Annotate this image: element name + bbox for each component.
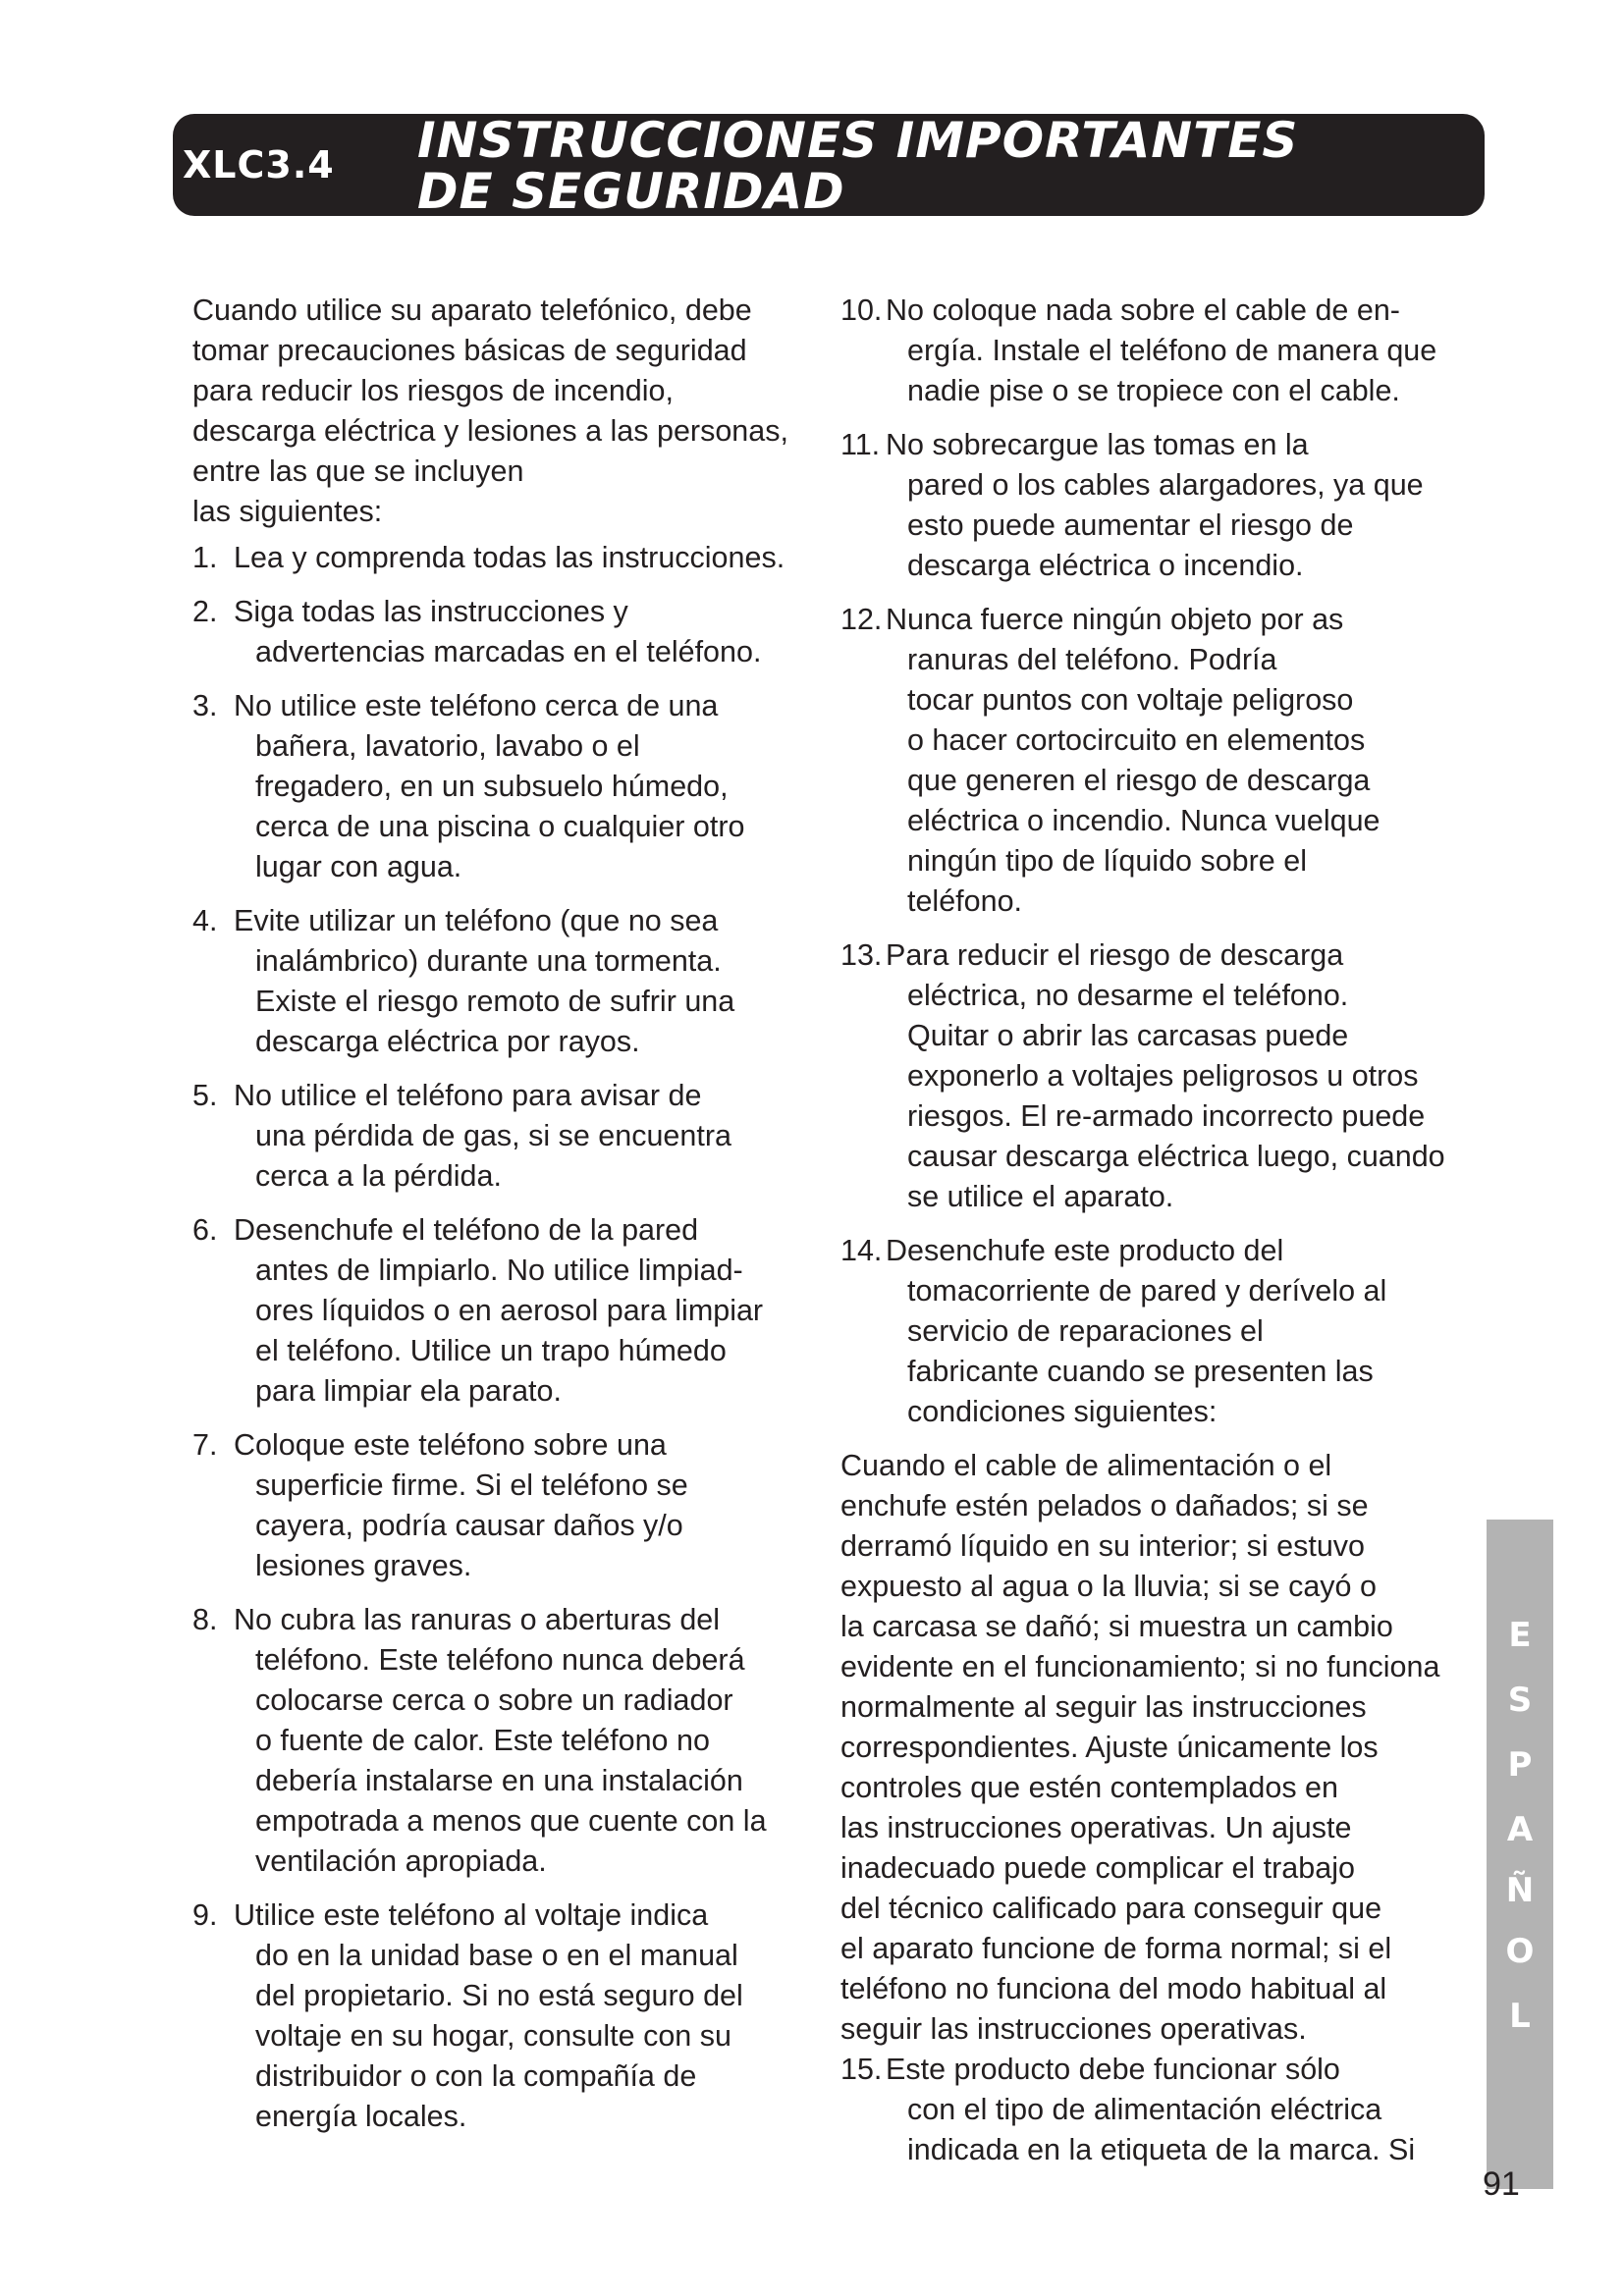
item-number: 6. bbox=[192, 1213, 218, 1247]
left-instruction-list bbox=[192, 538, 801, 2137]
item-number: 3. bbox=[192, 689, 218, 722]
side-tab-letter: E bbox=[1508, 1616, 1532, 1655]
instruction-item bbox=[840, 600, 1469, 922]
item-text: Nunca fuerce ningún objeto por as ranuras del teléfono. Podría tocar puntos con voltaje peligroso o hacer cortocircuito en elementos que generen el riesgo de descarga eléctrica o incendio. Nunca vuelque ningún tipo de líquido sobre el teléfono. bbox=[886, 603, 1380, 918]
side-tab-letter: L bbox=[1509, 1997, 1531, 2036]
item-text: No cubra las ranuras o aberturas del teléfono. Este teléfono nunca deberá colocarse cerca o sobre un radiador o fuente de calor. Este teléfono no debería instalarse en una instalación empotrada a menos que cuente con la ventilación apropiada. bbox=[234, 1603, 767, 1878]
instruction-item bbox=[840, 291, 1469, 411]
item-text: Siga todas las instrucciones y advertencias marcadas en el teléfono. bbox=[234, 595, 762, 668]
instruction-item bbox=[192, 592, 801, 672]
instruction-item bbox=[192, 1425, 801, 1586]
item-text: Este producto debe funcionar sólo con el tipo de alimentación eléctrica indicada en la etiqueta de la marca. Si bbox=[886, 2053, 1416, 2166]
item-number: 10. bbox=[840, 294, 883, 327]
page-title-line-1: INSTRUCCIONES IMPORTANTES bbox=[417, 112, 1299, 169]
left-column bbox=[192, 291, 801, 2151]
side-tab-letter: O bbox=[1505, 1932, 1535, 1971]
item-number: 2. bbox=[192, 595, 218, 628]
side-tab-letter: S bbox=[1507, 1681, 1533, 1720]
instruction-item bbox=[840, 425, 1469, 586]
instruction-item bbox=[192, 1210, 801, 1412]
item-number: 8. bbox=[192, 1603, 218, 1636]
item-text: Utilice este teléfono al voltaje indica do en la unidad base o en el manual del propietario. Si no está seguro del voltaje en su hogar, consulte con su distribuidor o con la compañía de energía locales. bbox=[234, 1898, 743, 2133]
item-number: 5. bbox=[192, 1079, 218, 1112]
intro-paragraph: Cuando utilice su aparato telefónico, debe tomar precauciones básicas de seguridad para reducir los riesgos de incendio, descarga eléctrica y lesiones a las personas, entre las que se incluyen las siguientes: bbox=[192, 294, 788, 528]
item-number: 13. bbox=[840, 938, 883, 972]
side-tab-letter: Ñ bbox=[1505, 1871, 1535, 1910]
item-number: 9. bbox=[192, 1898, 218, 1932]
item-text: Para reducir el riesgo de descarga eléctrica, no desarme el teléfono. Quitar o abrir las carcasas puede exponerlo a voltajes peligrosos u otros riesgos. El re-armado incorrecto puede causar descarga eléctrica luego, cuando se utilice el aparato. bbox=[886, 938, 1445, 1213]
right-column bbox=[840, 291, 1469, 2184]
instruction-item bbox=[192, 538, 801, 578]
conditions-paragraph: Cuando el cable de alimentación o el enchufe estén pelados o dañados; si se derramó líquido en su interior; si estuvo expuesto al agua o la lluvia; si se cayó o la carcasa se dañó; si muestra un cambio evidente en el funcionamiento; si no funciona normalmente al seguir las instrucciones correspondientes. Ajuste únicamente los controles que estén contemplados en las instrucciones operativas. Un ajuste inadecuado puede complicar el trabajo del técnico calificado para conseguir que el aparato funcione de forma normal; si el teléfono no funciona del modo habitual al seguir las instrucciones operativas. bbox=[840, 1449, 1440, 2046]
item-number: 4. bbox=[192, 904, 218, 937]
item-number: 11. bbox=[840, 428, 881, 461]
language-side-tab bbox=[1487, 1520, 1553, 2189]
item-text: Evite utilizar un teléfono (que no sea inalámbrico) durante una tormenta. Existe el riesgo remoto de sufrir una descarga eléctrica por rayos. bbox=[234, 904, 735, 1058]
item-number: 12. bbox=[840, 603, 883, 636]
item-text: No utilice el teléfono para avisar de una pérdida de gas, si se encuentra cerca a la pérdida. bbox=[234, 1079, 731, 1193]
instruction-item bbox=[192, 686, 801, 887]
item-text: Lea y comprenda todas las instrucciones. bbox=[234, 541, 785, 574]
page-title-line-2: DE SEGURIDAD bbox=[417, 163, 845, 220]
instruction-item bbox=[192, 1600, 801, 1882]
instruction-item bbox=[192, 901, 801, 1062]
item-text: Desenchufe este producto del tomacorriente de pared y derívelo al servicio de reparaciones el fabricante cuando se presenten las condiciones siguientes: bbox=[886, 1234, 1387, 1428]
item-text: No sobrecargue las tomas en la pared o los cables alargadores, ya que esto puede aumentar el riesgo de descarga eléctrica o incendio. bbox=[886, 428, 1424, 582]
item-number: 15. bbox=[840, 2053, 883, 2086]
item-text: No utilice este teléfono cerca de una bañera, lavatorio, lavabo o el fregadero, en un subsuelo húmedo, cerca de una piscina o cualquier otro lugar con agua. bbox=[234, 689, 745, 883]
instruction-item bbox=[840, 2050, 1469, 2170]
item-text: Desenchufe el teléfono de la pared antes de limpiarlo. No utilice limpiad- ores líquidos o en aerosol para limpiar el teléfono. Utilice un trapo húmedo para limpiar ela parato. bbox=[234, 1213, 764, 1408]
side-tab-letter: P bbox=[1507, 1745, 1533, 1785]
instruction-item bbox=[840, 1231, 1469, 1432]
item-text: No coloque nada sobre el cable de en- ergía. Instale el teléfono de manera que nadie pise o se tropiece con el cable. bbox=[886, 294, 1437, 407]
instruction-item bbox=[192, 1076, 801, 1197]
page-number: 91 bbox=[1483, 2165, 1520, 2203]
side-tab-letter: A bbox=[1506, 1810, 1534, 1849]
item-number: 1. bbox=[192, 541, 218, 574]
item-number: 14. bbox=[840, 1234, 883, 1267]
model-code: XLC3.4 bbox=[183, 143, 335, 187]
item-text: Coloque este teléfono sobre una superficie firme. Si el teléfono se cayera, podría causar daños y/o lesiones graves. bbox=[234, 1428, 688, 1582]
instruction-item bbox=[192, 1896, 801, 2137]
instruction-item bbox=[840, 935, 1469, 1217]
right-instruction-list bbox=[840, 291, 1469, 1432]
right-instruction-list-continued bbox=[840, 2050, 1469, 2170]
item-number: 7. bbox=[192, 1428, 218, 1462]
